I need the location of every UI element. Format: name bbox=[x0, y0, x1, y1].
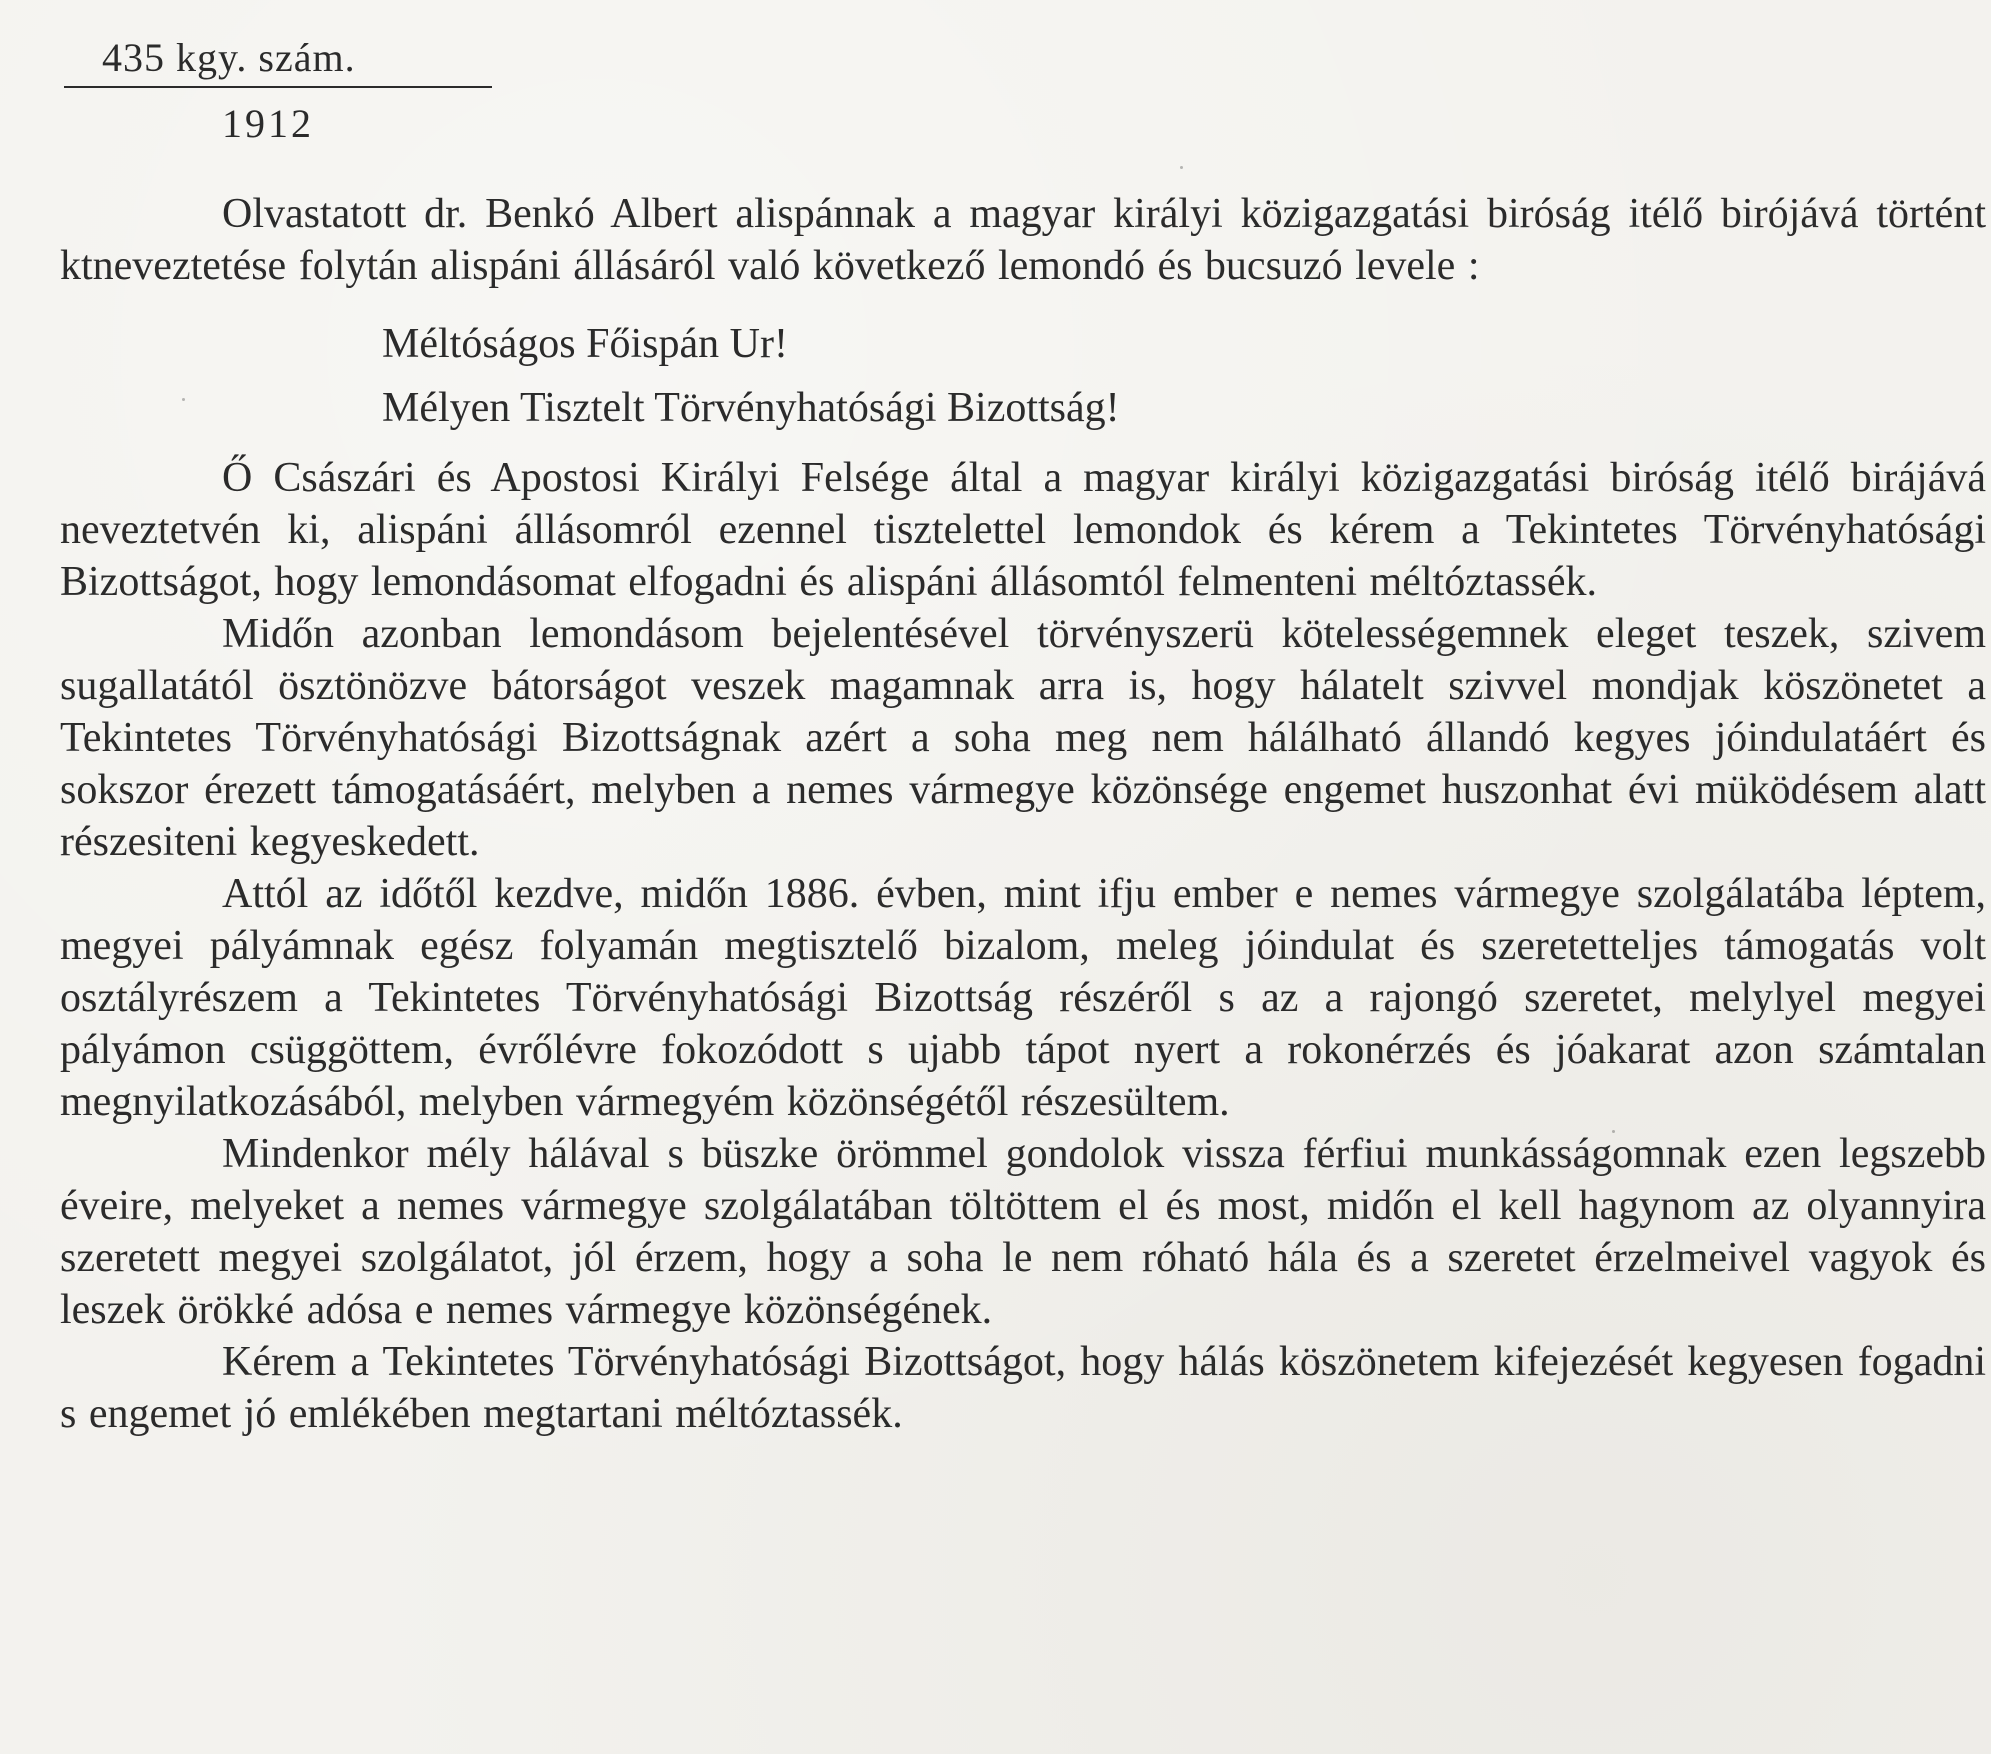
letter-paragraph-4: Mindenkor mély hálával s büszke örömmel gondolok vissza férfiui munkásságomnak ezen legszebb éveire, melyeket a nemes vármegye szolgálatában töltöttem el és most, midőn el kell hagynom az olyannyira szeretett megyei szolgálatot, jól érzem, hogy a soha le nem róható hála és a szeretet érzelmeivel vagyok és leszek örökké adósa e nemes vármegye közönségének. bbox=[60, 1131, 1986, 1333]
letter-paragraph-5: Kérem a Tekintetes Törvényhatósági Bizottságot, hogy hálás köszönetem kifejezését kegyesen fogadni s engemet jó emlékében megtartani méltóztassék. bbox=[60, 1339, 1986, 1437]
intro-paragraph: Olvastatott dr. Benkó Albert alispánnak a magyar királyi közigazgatási biróság itélő birójává történt ktneveztetése folytán alispáni állásáról való következő lemondó és bucsuzó levele : bbox=[60, 191, 1986, 289]
document-header bbox=[64, 34, 494, 148]
document-number: 435 kgy. szám. bbox=[102, 35, 356, 80]
salutation-line-1: Méltóságos Főispán Ur! bbox=[382, 321, 788, 367]
letter-paragraph-2: Midőn azonban lemondásom bejelentésével törvényszerü kötelességemnek eleget teszek, szivem sugallatától ösztönözve bátorságot veszek magamnak arra is, hogy hálatelt szivvel mondjak köszönetet a Tekintetes Törvényhatósági Bizottságnak azért a soha meg nem hálálható állandó kegyes jóindulatáért és sokszor érezett támogatásáért, melyben a nemes vármegye közönsége engemet huszonhat évi müködésem alatt részesiteni kegyeskedett. bbox=[60, 611, 1986, 865]
salutation-line-2: Mélyen Tisztelt Törvényhatósági Bizottság! bbox=[382, 385, 1120, 431]
letter-paragraph-3: Attól az időtől kezdve, midőn 1886. évben, mint ifju ember e nemes vármegye szolgálatába léptem, megyei pályámnak egész folyamán megtisztelő bizalom, meleg jóindulat és szeretetteljes támogatás volt osztályrészem a Tekintetes Törvényhatósági Bizottság részéről s az a rajongó szeretet, melylyel megyei pályámon csüggöttem, évrőlévre fokozódott s ujabb tápot nyert a rokonérzés és jóakarat azon számtalan megnyilatkozásából, melyben vármegyém közönségétől részesültem. bbox=[60, 871, 1986, 1125]
document-year: 1912 bbox=[222, 101, 314, 146]
paper-speck bbox=[182, 398, 185, 401]
letter-paragraph-1: Ő Császári és Apostosi Királyi Felsége által a magyar királyi közigazgatási biróság itélő birájává neveztetvén ki, alispáni állásomról ezennel tisztelettel lemondok és kérem a Tekintetes Törvényhatósági Bizottságot, hogy lemondásomat elfogadni és alispáni állásomtól felmenteni méltóztassék. bbox=[60, 455, 1986, 605]
header-rule bbox=[64, 86, 492, 88]
paper-speck bbox=[1180, 166, 1183, 169]
document-body bbox=[60, 188, 1986, 1440]
paper-speck bbox=[1058, 694, 1061, 697]
letter-salutation bbox=[60, 312, 1986, 440]
paper-speck bbox=[1612, 1130, 1615, 1133]
